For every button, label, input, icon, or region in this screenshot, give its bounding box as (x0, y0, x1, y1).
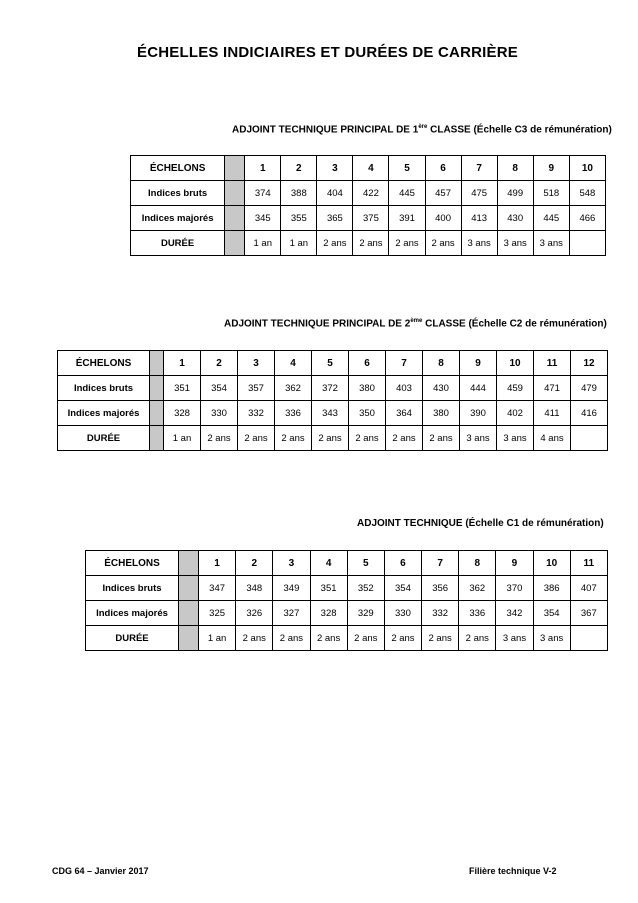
table-cell: 328 (164, 401, 201, 426)
table-cell: 330 (201, 401, 238, 426)
table-cell: 479 (571, 376, 608, 401)
table-cell: 354 (201, 376, 238, 401)
section-heading-text: ADJOINT TECHNIQUE PRINCIPAL DE 2 (224, 318, 411, 330)
table-cell: 3 ans (533, 231, 569, 256)
table-cell: 354 (533, 601, 570, 626)
echelon-number: 2 (201, 351, 238, 376)
table-cell: 3 ans (460, 426, 497, 451)
echelon-number: 7 (386, 351, 423, 376)
table-cell: 422 (353, 181, 389, 206)
echelon-number: 11 (534, 351, 571, 376)
echelon-number: 2 (281, 156, 317, 181)
table-cell: 430 (423, 376, 460, 401)
table-cell: 352 (347, 576, 384, 601)
echelon-number: 5 (312, 351, 349, 376)
table-cell: 349 (273, 576, 310, 601)
table-cell: 2 ans (236, 626, 273, 651)
table-cell: 329 (347, 601, 384, 626)
header-echelons-label: ÉCHELONS (131, 156, 225, 181)
table-cell: 499 (497, 181, 533, 206)
spacer-cell (225, 156, 245, 181)
echelle-table-c3 (130, 155, 606, 256)
table-row (131, 181, 606, 206)
table-cell: 391 (389, 206, 425, 231)
table-cell: 518 (533, 181, 569, 206)
row-label: DURÉE (131, 231, 225, 256)
echelon-number: 4 (275, 351, 312, 376)
table-cell: 2 ans (389, 231, 425, 256)
row-label: DURÉE (58, 426, 150, 451)
table-cell: 374 (245, 181, 281, 206)
row-label: Indices bruts (86, 576, 179, 601)
table-cell: 404 (317, 181, 353, 206)
echelon-number: 10 (533, 551, 570, 576)
section-heading-sup: ère (418, 124, 428, 130)
echelon-number: 7 (422, 551, 459, 576)
table-cell: 1 an (164, 426, 201, 451)
spacer-cell (179, 626, 199, 651)
section-heading-c1 (357, 518, 604, 529)
table-cell: 445 (389, 181, 425, 206)
spacer-cell (225, 206, 245, 231)
table-cell: 328 (310, 601, 347, 626)
spacer-cell (150, 401, 164, 426)
footer-right: Filière technique V-2 (469, 866, 557, 876)
table-cell: 388 (281, 181, 317, 206)
table-cell: 430 (497, 206, 533, 231)
table-cell: 471 (534, 376, 571, 401)
table-cell (570, 626, 607, 651)
table-cell: 444 (460, 376, 497, 401)
spacer-cell (225, 181, 245, 206)
table-cell: 326 (236, 601, 273, 626)
table-row (131, 206, 606, 231)
table-cell: 3 ans (496, 626, 533, 651)
table-cell: 2 ans (386, 426, 423, 451)
table-cell: 347 (199, 576, 236, 601)
echelon-number: 9 (533, 156, 569, 181)
table-cell: 1 an (281, 231, 317, 256)
table-cell: 386 (533, 576, 570, 601)
echelon-number: 5 (347, 551, 384, 576)
echelle-table-c1 (85, 550, 608, 651)
section-heading-sup: ème (410, 318, 423, 324)
table-cell: 1 an (199, 626, 236, 651)
echelon-number: 2 (236, 551, 273, 576)
echelon-number: 6 (349, 351, 386, 376)
table-cell: 355 (281, 206, 317, 231)
table-cell: 362 (275, 376, 312, 401)
row-label: DURÉE (86, 626, 179, 651)
table-cell: 390 (460, 401, 497, 426)
spacer-cell (150, 351, 164, 376)
echelon-number: 8 (423, 351, 460, 376)
table-cell: 2 ans (459, 626, 496, 651)
table-header-row (131, 156, 606, 181)
table-cell: 2 ans (384, 626, 421, 651)
table-cell (569, 231, 605, 256)
table-cell: 2 ans (349, 426, 386, 451)
table-cell: 2 ans (422, 626, 459, 651)
table-cell: 2 ans (317, 231, 353, 256)
table-cell: 416 (571, 401, 608, 426)
table-cell: 413 (461, 206, 497, 231)
table-cell: 348 (236, 576, 273, 601)
table-cell: 332 (238, 401, 275, 426)
table-cell: 548 (569, 181, 605, 206)
table-cell: 459 (497, 376, 534, 401)
table-cell: 2 ans (238, 426, 275, 451)
footer-left: CDG 64 – Janvier 2017 (52, 866, 149, 876)
table-cell: 2 ans (312, 426, 349, 451)
table-cell: 357 (238, 376, 275, 401)
table-cell: 2 ans (201, 426, 238, 451)
echelon-number: 10 (497, 351, 534, 376)
table-cell: 380 (349, 376, 386, 401)
row-label: Indices bruts (131, 181, 225, 206)
table-cell: 365 (317, 206, 353, 231)
section-heading-text-post: CLASSE (Échelle C3 de rémunération) (427, 124, 612, 136)
page-title: ÉCHELLES INDICIAIRES ET DURÉES DE CARRIÈRE (137, 44, 518, 61)
table-cell: 327 (273, 601, 310, 626)
echelon-number: 6 (425, 156, 461, 181)
table-cell: 343 (312, 401, 349, 426)
table-cell: 3 ans (533, 626, 570, 651)
table-cell: 345 (245, 206, 281, 231)
table-row (86, 601, 608, 626)
echelon-number: 9 (496, 551, 533, 576)
spacer-cell (150, 426, 164, 451)
table-cell: 2 ans (310, 626, 347, 651)
section-heading-text: ADJOINT TECHNIQUE PRINCIPAL DE 1 (232, 124, 419, 136)
row-label: Indices majorés (131, 206, 225, 231)
table-row (58, 401, 608, 426)
echelle-table-c2 (57, 350, 608, 451)
table-cell: 1 an (245, 231, 281, 256)
table-row (58, 426, 608, 451)
row-label: Indices majorés (86, 601, 179, 626)
section-heading-c3 (232, 124, 612, 135)
echelon-number: 6 (384, 551, 421, 576)
table-cell: 350 (349, 401, 386, 426)
table-cell: 2 ans (353, 231, 389, 256)
table-cell: 457 (425, 181, 461, 206)
table-header-row (58, 351, 608, 376)
table-cell: 330 (384, 601, 421, 626)
echelon-number: 3 (273, 551, 310, 576)
table-cell: 2 ans (275, 426, 312, 451)
echelon-number: 1 (199, 551, 236, 576)
echelon-number: 1 (245, 156, 281, 181)
spacer-cell (150, 376, 164, 401)
table-cell: 351 (164, 376, 201, 401)
echelon-number: 4 (353, 156, 389, 181)
table-row (131, 231, 606, 256)
table-cell: 407 (570, 576, 607, 601)
table-cell: 356 (422, 576, 459, 601)
table-cell: 2 ans (423, 426, 460, 451)
table-cell (571, 426, 608, 451)
table-row (86, 576, 608, 601)
table-header-row (86, 551, 608, 576)
table-cell: 354 (384, 576, 421, 601)
table-cell: 466 (569, 206, 605, 231)
table-cell: 367 (570, 601, 607, 626)
table-row (86, 626, 608, 651)
table-cell: 4 ans (534, 426, 571, 451)
spacer-cell (179, 576, 199, 601)
table-cell: 325 (199, 601, 236, 626)
table-cell: 332 (422, 601, 459, 626)
spacer-cell (225, 231, 245, 256)
table-cell: 372 (312, 376, 349, 401)
echelon-number: 9 (460, 351, 497, 376)
table-cell: 342 (496, 601, 533, 626)
table-cell: 362 (459, 576, 496, 601)
echelon-number: 8 (459, 551, 496, 576)
table-cell: 3 ans (497, 426, 534, 451)
table-cell: 2 ans (273, 626, 310, 651)
row-label: Indices bruts (58, 376, 150, 401)
table-cell: 351 (310, 576, 347, 601)
echelon-number: 3 (238, 351, 275, 376)
echelon-number: 3 (317, 156, 353, 181)
echelon-number: 12 (571, 351, 608, 376)
table-cell: 402 (497, 401, 534, 426)
table-cell: 2 ans (347, 626, 384, 651)
table-cell: 411 (534, 401, 571, 426)
table-row (58, 376, 608, 401)
echelon-number: 10 (569, 156, 605, 181)
table-cell: 403 (386, 376, 423, 401)
table-cell: 336 (459, 601, 496, 626)
table-cell: 375 (353, 206, 389, 231)
echelon-number: 4 (310, 551, 347, 576)
table-cell: 445 (533, 206, 569, 231)
echelon-number: 11 (570, 551, 607, 576)
section-heading-text-post: CLASSE (Échelle C2 de rémunération) (422, 318, 607, 330)
echelon-number: 8 (497, 156, 533, 181)
table-cell: 370 (496, 576, 533, 601)
spacer-cell (179, 601, 199, 626)
table-cell: 2 ans (425, 231, 461, 256)
section-heading-c2 (224, 318, 607, 329)
section-heading-text: ADJOINT TECHNIQUE (Échelle C1 de rémunération) (357, 518, 604, 529)
row-label: Indices majorés (58, 401, 150, 426)
echelon-number: 1 (164, 351, 201, 376)
echelon-number: 7 (461, 156, 497, 181)
table-cell: 3 ans (461, 231, 497, 256)
table-cell: 3 ans (497, 231, 533, 256)
table-cell: 400 (425, 206, 461, 231)
table-cell: 364 (386, 401, 423, 426)
table-cell: 336 (275, 401, 312, 426)
header-echelons-label: ÉCHELONS (86, 551, 179, 576)
table-cell: 475 (461, 181, 497, 206)
table-cell: 380 (423, 401, 460, 426)
header-echelons-label: ÉCHELONS (58, 351, 150, 376)
spacer-cell (179, 551, 199, 576)
echelon-number: 5 (389, 156, 425, 181)
